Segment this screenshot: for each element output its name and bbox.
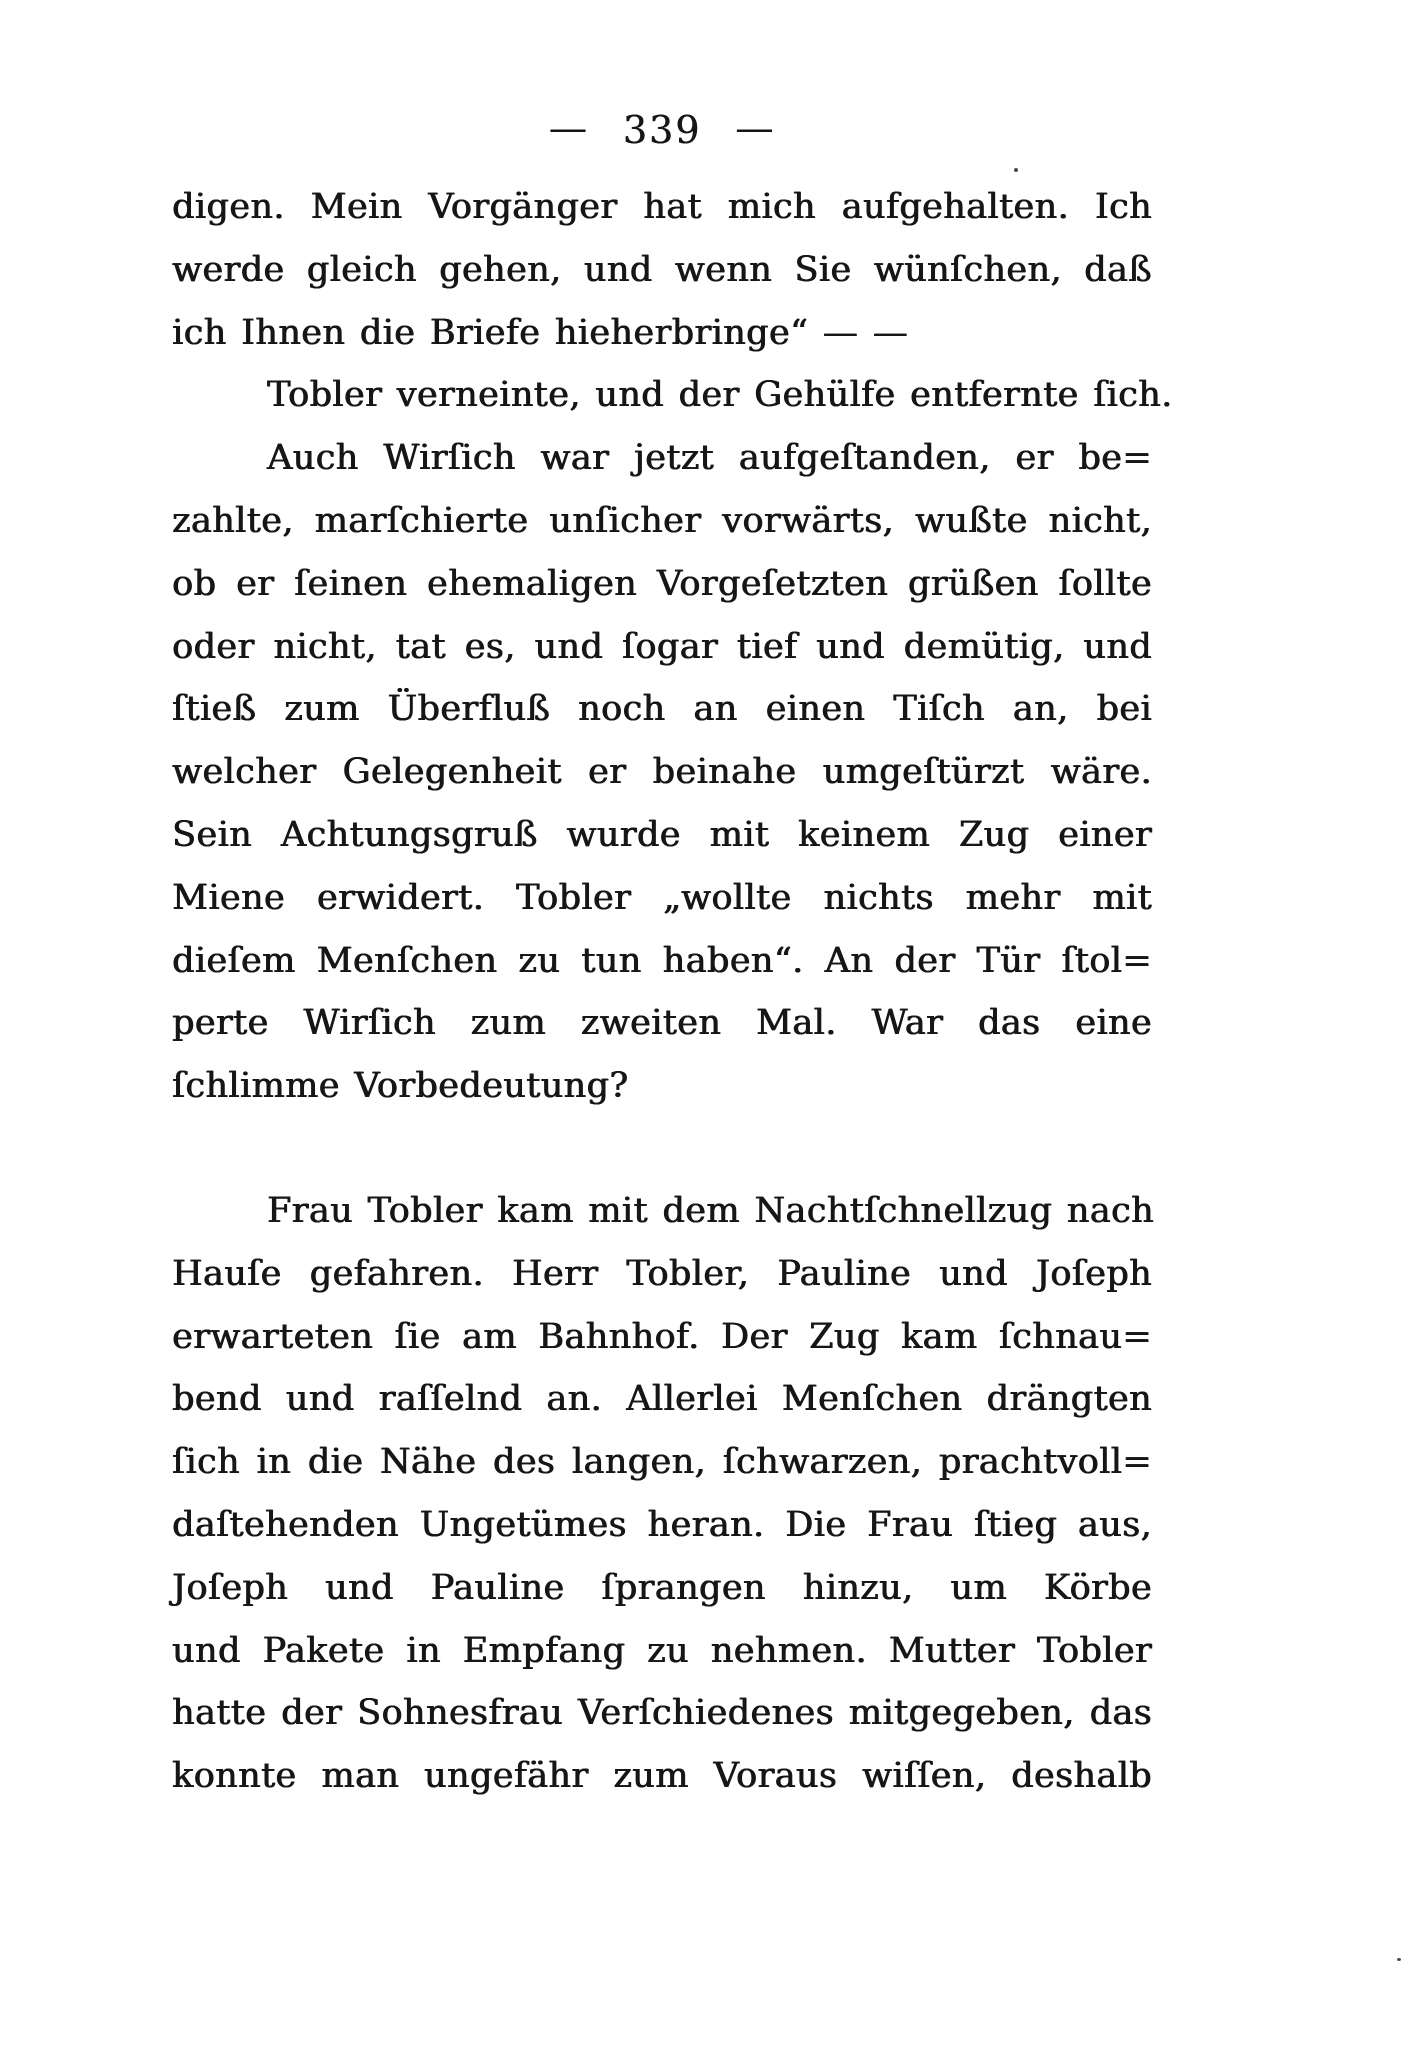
text-line: welcher Gelegenheit er beinahe umgeſtürzt wäre. [172,752,1152,793]
scan-speck [1397,1958,1401,1961]
scan-speck [1014,168,1018,172]
page-text [172,176,1173,1808]
text-line: oder nicht, tat es, und ſogar tief und demütig, und [172,626,1152,667]
text-line: Miene erwidert. Tobler „wollte nichts mehr mit [172,877,1152,918]
text-line: digen. Mein Vorgänger hat mich aufgehalten. Ich [172,187,1152,227]
text-line: Auch Wirſich war jetzt aufgeſtanden, er be= [267,438,1152,479]
header-rule-left: — [548,106,589,150]
text-line: ſchlimme Vorbedeutung? [172,1066,629,1107]
text-line: ſtieß zum Überfluß noch an einen Tiſch an, bei [172,689,1152,730]
text-line: erwarteten ſie am Bahnhof. Der Zug kam ſchnau= [172,1316,1152,1357]
text-line: Frau Tobler kam mit dem Nachtſchnellzug nach [267,1190,1154,1231]
text-line: Hauſe gefahren. Herr Tobler, Pauline und Joſeph [172,1253,1152,1294]
text-line: zahlte, marſchierte unſicher vorwärts, wußte nicht, [172,500,1152,541]
text-line: dieſem Menſchen zu tun haben“. An der Tür ſtol= [172,940,1152,981]
text-line: daſtehenden Ungetümes heran. Die Frau ſtieg aus, [172,1504,1152,1545]
text-line: konnte man ungefähr zum Voraus wiſſen, deshalb [172,1756,1152,1797]
header-rule-right: — [735,106,776,150]
text-line: ob er ſeinen ehemaligen Vorgeſetzten grüßen ſollte [172,563,1152,604]
text-line: werde gleich gehen, und wenn Sie wünſchen, daß [172,249,1152,290]
text-line: Tobler verneinte, und der Gehülfe entfernte ſich. [267,375,1173,416]
text-line: bend und raſſelnd an. Allerlei Menſchen drängten [172,1379,1152,1420]
text-line: Sein Achtungsgruß wurde mit keinem Zug einer [172,814,1152,855]
text-line: Joſeph und Pauline ſprangen hinzu, um Körbe [172,1567,1152,1608]
text-line: und Pakete in Empfang zu nehmen. Mutter Tobler [172,1630,1152,1671]
text-line: perte Wirſich zum zweiten Mal. War das eine [172,1003,1152,1044]
page-header [172,106,1152,154]
text-line: ſich in die Nähe des langen, ſchwarzen, prachtvoll= [172,1442,1152,1483]
text-line: hatte der Sohnesfrau Verſchiedenes mitgegeben, das [172,1693,1152,1734]
page-number: 339 [622,108,702,152]
text-line: ich Ihnen die Briefe hieherbringe“ — — [172,312,909,353]
